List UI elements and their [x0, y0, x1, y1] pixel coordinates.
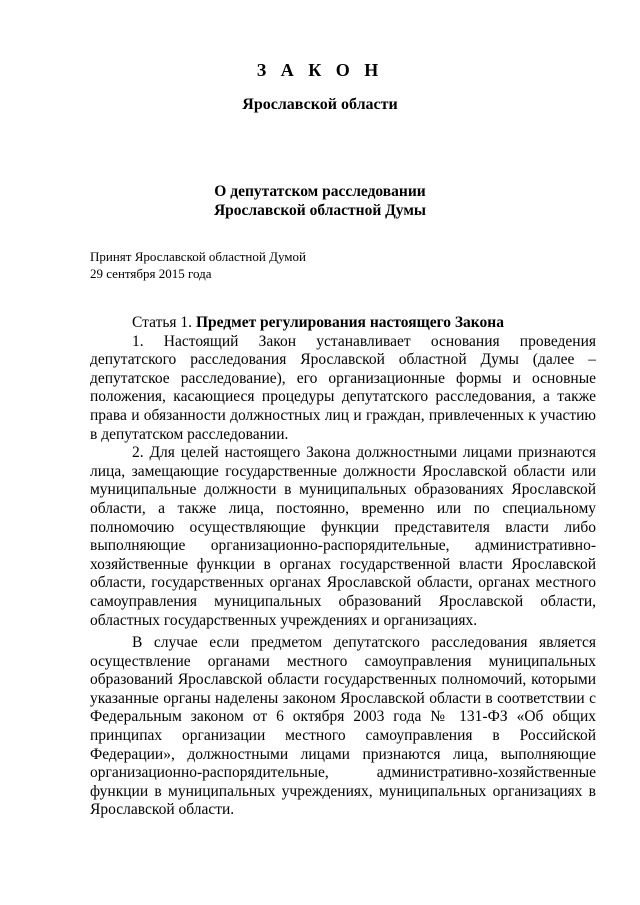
law-subject-line-2: Ярославской областной Думы — [213, 202, 427, 219]
law-title: З А К О Н — [256, 60, 384, 80]
law-region: Ярославской области — [242, 96, 398, 113]
article-number: Статья 1. — [132, 314, 196, 331]
paragraph-3: В случае если предметом депутатского расследования является осуществление органами местного самоуправления муниципальных образований Ярославской области государственных полномочий, которыми указанные органы наделены законом Ярославской области в соответствии с Федеральным законом от 6 октября 2003 года № 131-ФЗ «Об общих принципах организации местного самоуправления в Российской Федерации», должностными лицами признаются лица, выполняющие организационно-распорядительные, административно-хозяйственные функции в муниципальных учреждениях, муниципальных организациях в Ярославской области. — [90, 634, 596, 819]
paragraph-2: 2. Для целей настоящего Закона должностными лицами признаются лица, замещающие государственные должности Ярославской области или муниципальные должности в муниципальных образованиях Ярославской области, а также лица, постоянно, временно или по специальному полномочию осуществляющие функции представителя власти либо выполняющие организационно-распорядительные, административно-хозяйственные функции в органах государственной власти Ярославской области, государственных органах Ярославской области, органах местного самоуправления муниципальных образований Ярославской области, областных государственных учреждениях и организациях. — [90, 444, 596, 629]
adoption-note — [90, 248, 306, 282]
paragraph-1: 1. Настоящий Закон устанавливает основания проведения депутатского расследования Ярославской областной Думы (далее – депутатское расследование), его организационные формы и основные положения, касающиеся процедуры депутатского расследования, а также права и обязанности должностных лиц и граждан, привлеченных к участию в депутатском расследовании. — [90, 332, 596, 443]
article-heading: Предмет регулирования настоящего Закона — [195, 314, 504, 331]
article-title — [90, 314, 596, 333]
adoption-body: Принят Ярославской областной Думой — [90, 249, 306, 264]
document-body — [90, 314, 596, 820]
adoption-date: 29 сентября 2015 года — [90, 266, 212, 281]
law-subject — [0, 182, 640, 220]
law-subject-line-1: О депутатском расследовании — [214, 183, 426, 200]
